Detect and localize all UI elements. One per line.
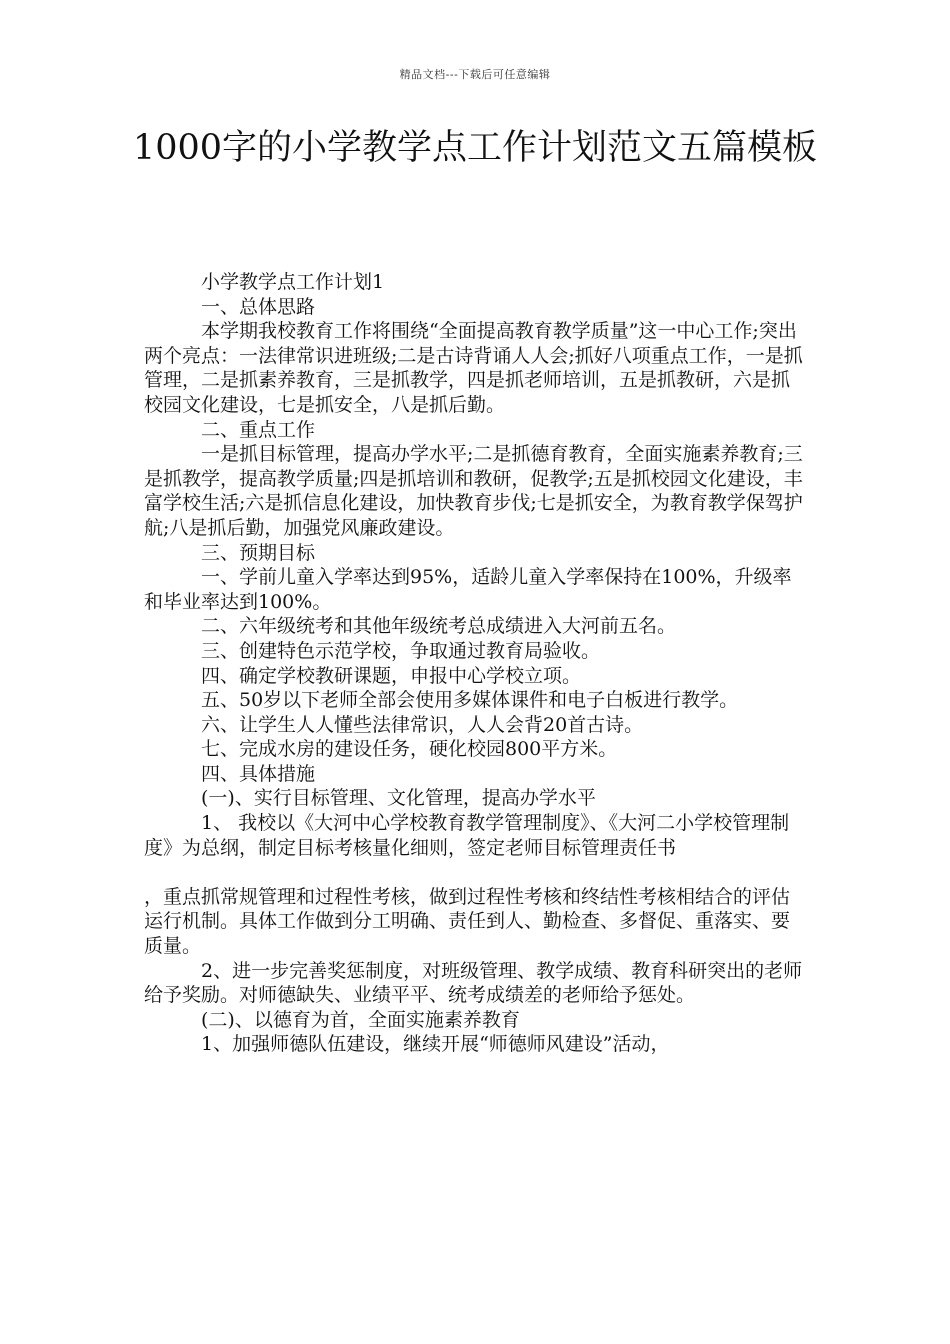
body-paragraph: (一)、实行目标管理、文化管理，提高办学水平 — [201, 787, 596, 810]
body-paragraph: 二、重点工作 — [201, 418, 316, 441]
body-paragraph: 2、进一步完善奖惩制度，对班级管理、教学成绩、教育科研突出的老师给予奖励。对师德缺失、业绩平平、统考成绩差的老师给予惩处。 — [144, 959, 803, 1007]
body-paragraph: 1、加强师德队伍建设，继续开展“师德师风建设”活动， — [201, 1033, 670, 1056]
header-note: 精品文档---下载后可任意编辑 — [399, 68, 551, 81]
body-paragraph: 三、创建特色示范学校，争取通过教育局验收。 — [201, 639, 601, 662]
body-paragraph: 七、完成水房的建设任务，硬化校园800平方米。 — [201, 738, 618, 761]
document-body — [144, 270, 808, 1057]
body-paragraph: ，重点抓常规管理和过程性考核，做到过程性考核和终结性考核相结合的评估运行机制。具体工作做到分工明确、责任到人、勤检查、多督促、重落实、要质量。 — [144, 885, 791, 958]
body-paragraph: 一是抓目标管理，提高办学水平;二是抓德育教育，全面实施素养教育;三是抓教学，提高教学质量;四是抓培训和教研，促教学;五是抓校园文化建设，丰富学校生活;六是抓信息化建设，加快教育步伐;七是抓安全，为教育教学保驾护航;八是抓后勤，加强党风廉政建设。 — [144, 443, 803, 539]
body-paragraph: (二)、以德育为首，全面实施素养教育 — [201, 1008, 520, 1031]
body-paragraph: 一、总体思路 — [201, 295, 316, 318]
body-paragraph: 1、 我校以《大河中心学校教育教学管理制度》、《大河二小学校管理制度》为总纲，制定目标考核量化细则，签定老师目标管理责任书 — [144, 812, 790, 859]
body-paragraph: 四、具体措施 — [201, 762, 316, 785]
document-title: 1000字的小学教学点工作计划范文五篇模板 — [132, 128, 818, 168]
body-paragraph: 四、确定学校教研课题，申报中心学校立项。 — [201, 664, 582, 687]
blank-line — [144, 860, 808, 885]
body-paragraph: 一、学前儿童入学率达到95%，适龄儿童入学率保持在100%，升级率和毕业率达到100%。 — [144, 566, 792, 613]
body-paragraph: 本学期我校教育工作将围绕“全面提高教育教学质量”这一中心工作;突出两个亮点：一法律常识进班级;二是古诗背诵人人会;抓好八项重点工作，一是抓管理，二是抓素养教育，三是抓教学，四是抓老师培训，五是抓教研，六是抓校园文化建设，七是抓安全，八是抓后勤。 — [144, 320, 803, 416]
body-paragraph: 二、六年级统考和其他年级统考总成绩进入大河前五名。 — [201, 615, 677, 638]
body-paragraph: 三、预期目标 — [201, 541, 316, 564]
body-paragraph: 小学教学点工作计划1 — [201, 271, 385, 293]
body-paragraph: 六、让学生人人懂些法律常识，人人会背20首古诗。 — [201, 713, 644, 736]
body-paragraph: 五、50岁以下老师全部会使用多媒体课件和电子白板进行教学。 — [201, 689, 739, 712]
